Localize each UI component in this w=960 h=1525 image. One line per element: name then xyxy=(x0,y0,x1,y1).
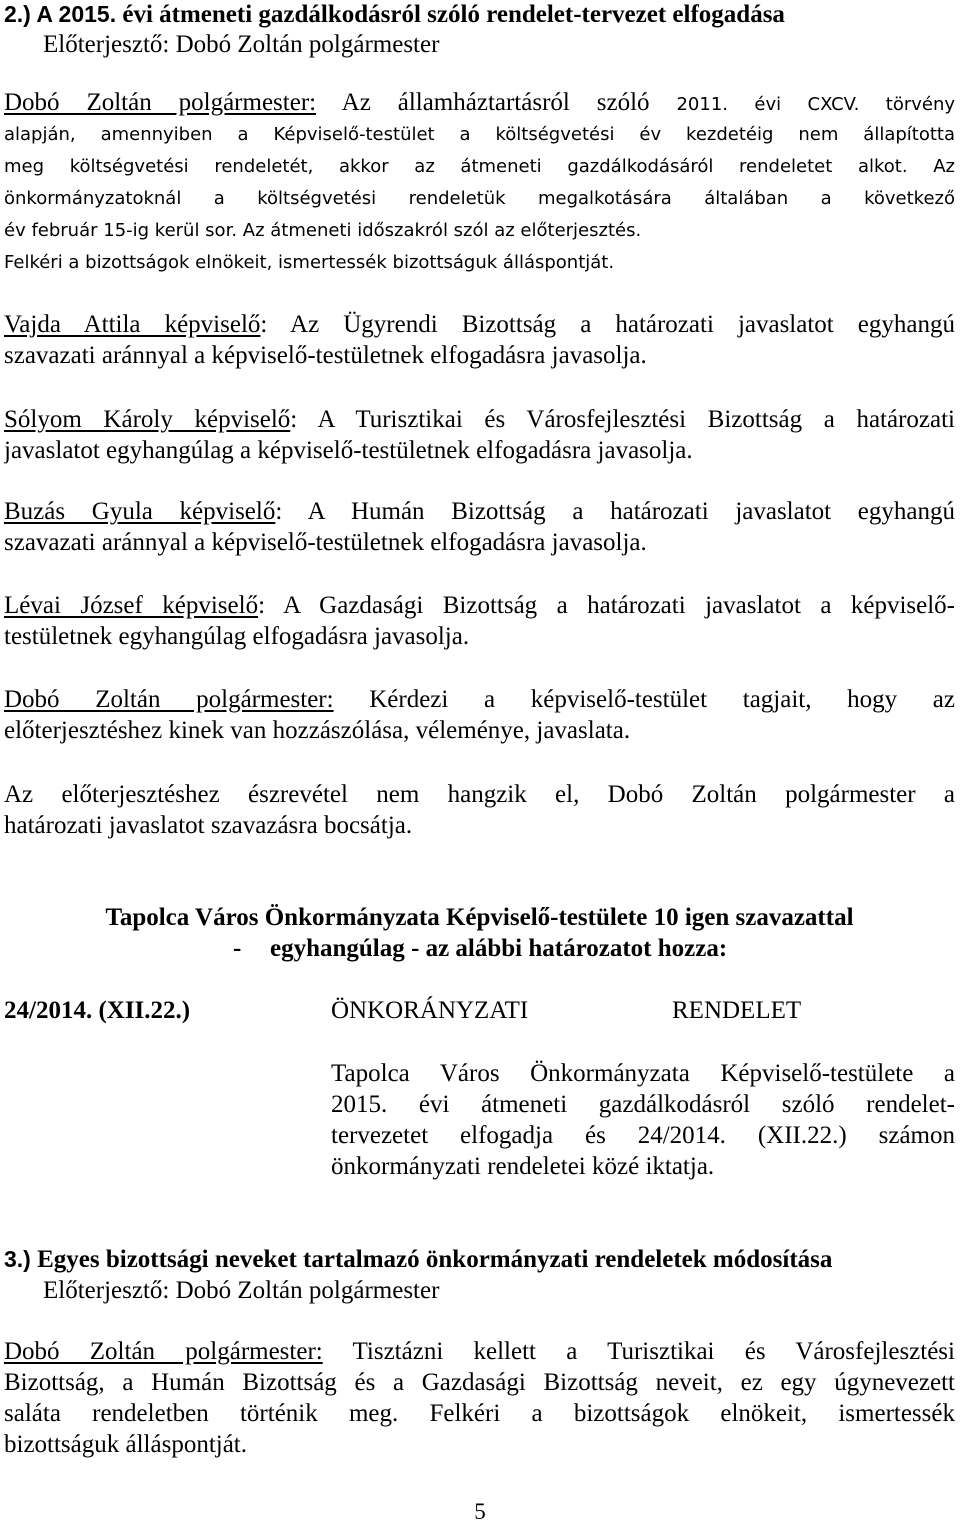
paragraph-line: javaslatot egyhangúlag a képviselő-testületnek elfogadásra javasolja. xyxy=(4,437,693,464)
paragraph-line: meg költségvetési rendeletét, akkor az átmeneti gazdálkodásáról rendeletet alkot. Az xyxy=(4,156,955,177)
page-number: 5 xyxy=(474,1499,486,1524)
regulation-number-row xyxy=(4,995,955,1026)
paragraph-text: : Az Ügyrendi Bizottság a határozati javaslatot egyhangú xyxy=(260,311,955,338)
paragraph-line: testületnek egyhangúlag elfogadásra javasolja. xyxy=(4,623,470,650)
regulation-kind-2: RENDELET xyxy=(672,997,802,1024)
mayor-paragraph xyxy=(4,1336,955,1460)
paragraph-line: tervezetet elfogadja és 24/2014. (XII.22.) számon xyxy=(331,1122,955,1149)
paragraph-line: bizottságuk álláspontját. xyxy=(4,1431,248,1458)
agenda-item-number: 3.) xyxy=(4,1246,31,1272)
regulation-number: 24/2014. (XII.22.) xyxy=(4,997,191,1024)
agenda-item-number: 2.) A 2015. xyxy=(4,1,117,27)
paragraph-line xyxy=(4,496,955,527)
speaker-name: Vajda Attila képviselő xyxy=(4,311,261,338)
paragraph-line: év február 15-ig kerül sor. Az átmeneti időszakról szól az előterjesztés. xyxy=(4,220,642,241)
committee-statement xyxy=(4,404,955,466)
paragraph-line: szavazati aránnyal a képviselő-testületnek elfogadásra javasolja. xyxy=(4,529,647,556)
speaker-name: Sólyom Károly képviselő xyxy=(4,406,291,433)
paragraph-line xyxy=(4,684,955,715)
paragraph-line xyxy=(4,87,955,119)
paragraph-text: Tisztázni kellett a Turisztikai és Városfejlesztési xyxy=(352,1338,955,1365)
mayor-question-paragraph xyxy=(4,684,955,746)
paragraph-text: : A Gazdasági Bizottság a határozati javaslatot a képviselő- xyxy=(258,592,955,619)
paragraph-text: : A Humán Bizottság a határozati javaslatot egyhangú xyxy=(275,498,955,525)
paragraph-line xyxy=(4,590,955,621)
agenda-item-3-header xyxy=(4,1244,955,1306)
speaker-name: Lévai József képviselő xyxy=(4,592,259,619)
decision-dash: - xyxy=(233,935,242,962)
agenda-item-3-heading xyxy=(4,1244,955,1275)
paragraph-text: Kérdezi a képviselő-testület tagjait, hogy az xyxy=(369,686,955,713)
vote-call-paragraph xyxy=(4,779,955,841)
agenda-item-title: évi átmeneti gazdálkodásról szóló rendelet-tervezet elfogadása xyxy=(122,1,785,28)
presenter-line: Előterjesztő: Dobó Zoltán polgármester xyxy=(43,31,440,58)
paragraph-line: előterjesztéshez kinek van hozzászólása, véleménye, javaslata. xyxy=(4,717,631,744)
committee-statement xyxy=(4,309,955,371)
paragraph-line: Felkéri a bizottságok elnökeit, ismertessék bizottságuk álláspontját. xyxy=(4,252,615,273)
paragraph-line xyxy=(4,1336,955,1367)
speaker-name: Buzás Gyula képviselő xyxy=(4,498,276,525)
paragraph-line: 2015. évi átmeneti gazdálkodásról szóló rendelet- xyxy=(331,1091,955,1118)
presenter-line: Előterjesztő: Dobó Zoltán polgármester xyxy=(43,1277,440,1304)
speaker-name: Dobó Zoltán polgármester: xyxy=(4,686,334,713)
law-reference: 2011. évi CXCV. törvény xyxy=(676,94,955,115)
decision-line: Tapolca Város Önkormányzata Képviselő-testülete 10 igen szavazattal xyxy=(105,904,854,931)
decision-block xyxy=(4,902,955,964)
paragraph-line: Bizottság, a Humán Bizottság és a Gazdasági Bizottság neveit, ez egy úgynevezett xyxy=(4,1369,955,1396)
regulation-kind: ÖNKORÁNYZATI xyxy=(331,997,529,1024)
paragraph-line xyxy=(4,309,955,340)
paragraph-line: Az előterjesztéshez észrevétel nem hangzik el, Dobó Zoltán polgármester a xyxy=(4,781,955,808)
paragraph-line: Tapolca Város Önkormányzata Képviselő-testülete a xyxy=(331,1060,955,1087)
paragraph-line: szavazati aránnyal a képviselő-testületnek elfogadásra javasolja. xyxy=(4,342,647,369)
paragraph-line: saláta rendeletben történik meg. Felkéri a bizottságok elnökeit, ismertessék xyxy=(4,1400,955,1427)
committee-statement xyxy=(4,496,955,558)
paragraph-line: önkormányzatoknál a költségvetési rendeletük megalkotására általában a következő xyxy=(4,188,955,209)
committee-statement xyxy=(4,590,955,652)
speaker-name: Dobó Zoltán polgármester: xyxy=(4,1338,323,1365)
paragraph-line: határozati javaslatot szavazásra bocsátja. xyxy=(4,812,413,839)
mayor-intro-paragraph xyxy=(4,87,955,279)
paragraph-text: Az államháztartásról szóló xyxy=(341,89,650,116)
paragraph-text: : A Turisztikai és Városfejlesztési Bizottság a határozati xyxy=(290,406,955,433)
speaker-name: Dobó Zoltán polgármester: xyxy=(4,89,317,116)
paragraph-line: önkormányzati rendeletei közé iktatja. xyxy=(331,1153,715,1180)
decision-line xyxy=(4,933,955,964)
agenda-item-2-heading xyxy=(4,0,955,29)
decision-text: egyhangúlag - az alábbi határozatot hozza: xyxy=(270,935,728,962)
paragraph-line: alapján, amennyiben a Képviselő-testület a költségvetési év kezdetéig nem állapította xyxy=(4,124,955,145)
agenda-item-title: Egyes bizottsági neveket tartalmazó önkormányzati rendeletek módosítása xyxy=(37,1246,833,1273)
paragraph-line xyxy=(4,404,955,435)
regulation-text xyxy=(331,1058,955,1182)
